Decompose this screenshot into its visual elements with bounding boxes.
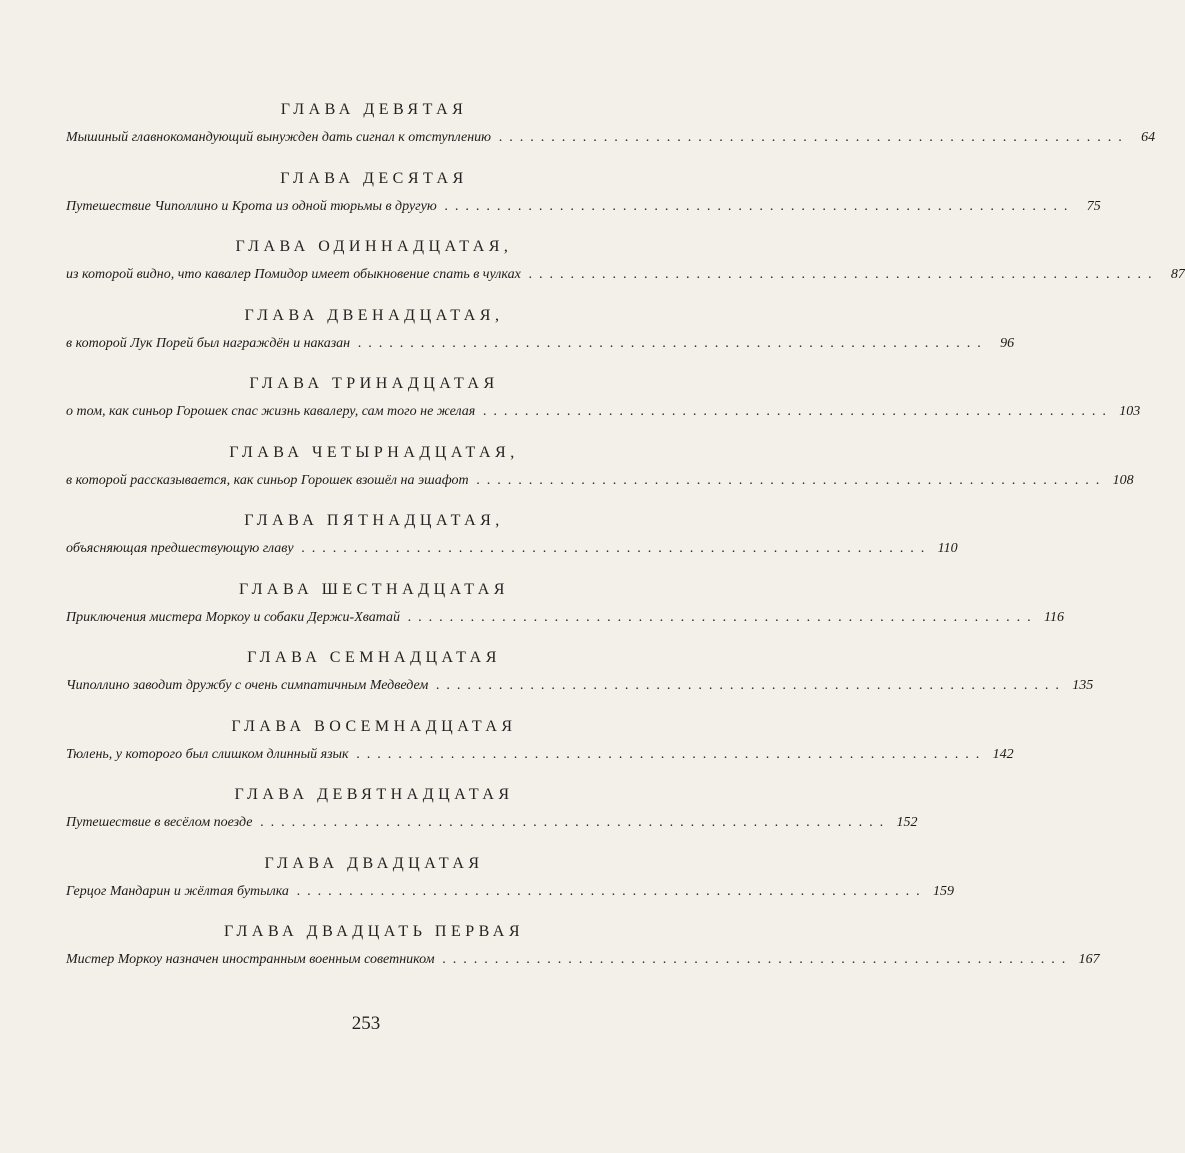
chapter-heading: ГЛАВА ПЯТНАДЦАТАЯ, bbox=[244, 512, 504, 529]
chapter-heading: ГЛАВА СЕМНАДЦАТАЯ bbox=[247, 649, 501, 666]
dot-leader: ............................................................ bbox=[444, 198, 1075, 214]
toc-entry bbox=[66, 402, 1141, 422]
chapter-title: Чиполлино заводит дружбу с очень симпатичным Медведем bbox=[66, 678, 429, 693]
toc-chapter bbox=[66, 578, 1065, 647]
chapter-title: объясняющая предшествующую главу bbox=[66, 541, 294, 556]
toc-entry bbox=[66, 882, 954, 902]
chapter-page-number: 110 bbox=[937, 541, 958, 556]
toc-entry bbox=[66, 676, 1094, 696]
chapter-title: Герцог Мандарин и жёлтая бутылка bbox=[66, 883, 289, 899]
toc-chapter bbox=[66, 372, 1141, 441]
toc-entry bbox=[66, 334, 1015, 354]
chapter-heading: ГЛАВА ДЕВЯТАЯ bbox=[280, 101, 468, 118]
chapter-page-number: 103 bbox=[1119, 404, 1141, 419]
toc-chapter bbox=[66, 235, 1185, 304]
chapter-title: Путешествие в весёлом поезде bbox=[66, 815, 253, 830]
dot-leader: ............................................................ bbox=[436, 678, 1067, 693]
dot-leader: ............................................................ bbox=[476, 472, 1107, 488]
chapter-page-number: 152 bbox=[896, 815, 918, 830]
toc-entry bbox=[66, 745, 1014, 765]
toc-chapter bbox=[66, 646, 1094, 715]
chapter-heading: ГЛАВА ОДИННАДЦАТАЯ, bbox=[235, 238, 513, 255]
chapter-heading: ГЛАВА ТРИНАДЦАТАЯ bbox=[249, 375, 499, 392]
table-of-contents bbox=[66, 98, 1185, 989]
toc-chapter bbox=[66, 920, 1100, 989]
chapter-heading: ГЛАВА ДВАДЦАТЬ ПЕРВАЯ bbox=[224, 923, 524, 940]
dot-leader: ............................................................ bbox=[358, 335, 989, 351]
dot-leader: ............................................................ bbox=[483, 404, 1114, 419]
toc-chapter bbox=[66, 167, 1101, 236]
chapter-heading: ГЛАВА ДВАДЦАТАЯ bbox=[264, 854, 484, 872]
toc-entry bbox=[66, 128, 1156, 148]
chapter-title: Тюлень, у которого был слишком длинный язык bbox=[66, 746, 349, 762]
toc-entry bbox=[66, 265, 1185, 285]
dot-leader: ............................................................ bbox=[442, 952, 1073, 967]
chapter-title: Путешествие Чиполлино и Крота из одной тюрьмы в другую bbox=[66, 198, 437, 214]
chapter-page-number: 142 bbox=[992, 746, 1014, 762]
chapter-heading: ГЛАВА ДЕВЯТНАДЦАТАЯ bbox=[234, 786, 514, 803]
dot-leader: ............................................................ bbox=[296, 883, 927, 899]
dot-leader: ............................................................ bbox=[301, 541, 932, 556]
chapter-page-number: 108 bbox=[1112, 472, 1134, 488]
chapter-page-number: 64 bbox=[1141, 130, 1156, 145]
dot-leader: ............................................................ bbox=[499, 130, 1130, 145]
chapter-heading: ГЛАВА ДВЕНАДЦАТАЯ, bbox=[244, 306, 504, 324]
chapter-page-number: 116 bbox=[1044, 609, 1065, 625]
toc-chapter bbox=[66, 304, 1015, 373]
chapter-heading: ГЛАВА ДЕСЯТАЯ bbox=[280, 169, 468, 187]
toc-chapter bbox=[66, 441, 1134, 510]
chapter-page-number: 159 bbox=[932, 883, 954, 899]
toc-entry bbox=[66, 950, 1100, 970]
chapter-title: в которой рассказывается, как синьор Горошек взошёл на эшафот bbox=[66, 472, 469, 488]
toc-chapter bbox=[66, 98, 1156, 167]
dot-leader: ............................................................ bbox=[528, 267, 1159, 282]
chapter-page-number: 75 bbox=[1086, 198, 1101, 214]
toc-chapter bbox=[66, 852, 954, 921]
toc-chapter bbox=[66, 783, 918, 852]
chapter-title: в которой Лук Порей был награждён и наказан bbox=[66, 335, 351, 351]
dot-leader: ............................................................ bbox=[356, 746, 987, 762]
toc-entry bbox=[66, 471, 1134, 491]
chapter-page-number: 87 bbox=[1170, 267, 1185, 282]
dot-leader: ............................................................ bbox=[260, 815, 891, 830]
toc-entry bbox=[66, 813, 918, 833]
chapter-page-number: 135 bbox=[1072, 678, 1094, 693]
chapter-heading: ГЛАВА ЧЕТЫРНАДЦАТАЯ, bbox=[229, 443, 519, 461]
chapter-title: Приключения мистера Моркоу и собаки Держи-Хватай bbox=[66, 609, 401, 625]
toc-entry bbox=[66, 539, 958, 559]
dot-leader: ............................................................ bbox=[408, 609, 1039, 625]
chapter-title: Мистер Моркоу назначен иностранным военным советником bbox=[66, 952, 435, 967]
chapter-heading: ГЛАВА ШЕСТНАДЦАТАЯ bbox=[239, 580, 509, 598]
toc-entry bbox=[66, 608, 1065, 628]
chapter-title: о том, как синьор Горошек спас жизнь кавалеру, сам того не желая bbox=[66, 404, 476, 419]
chapter-page-number: 167 bbox=[1078, 952, 1100, 967]
chapter-page-number: 96 bbox=[1000, 335, 1015, 351]
chapter-title: из которой видно, что кавалер Помидор имеет обыкновение спать в чулках bbox=[66, 267, 521, 282]
chapter-title: Мышиный главнокомандующий вынужден дать сигнал к отступлению bbox=[66, 130, 492, 145]
chapter-heading: ГЛАВА ВОСЕМНАДЦАТАЯ bbox=[231, 717, 517, 735]
toc-chapter bbox=[66, 509, 958, 578]
toc-chapter bbox=[66, 715, 1014, 784]
page-number: 253 bbox=[351, 1013, 381, 1034]
toc-entry bbox=[66, 197, 1101, 217]
